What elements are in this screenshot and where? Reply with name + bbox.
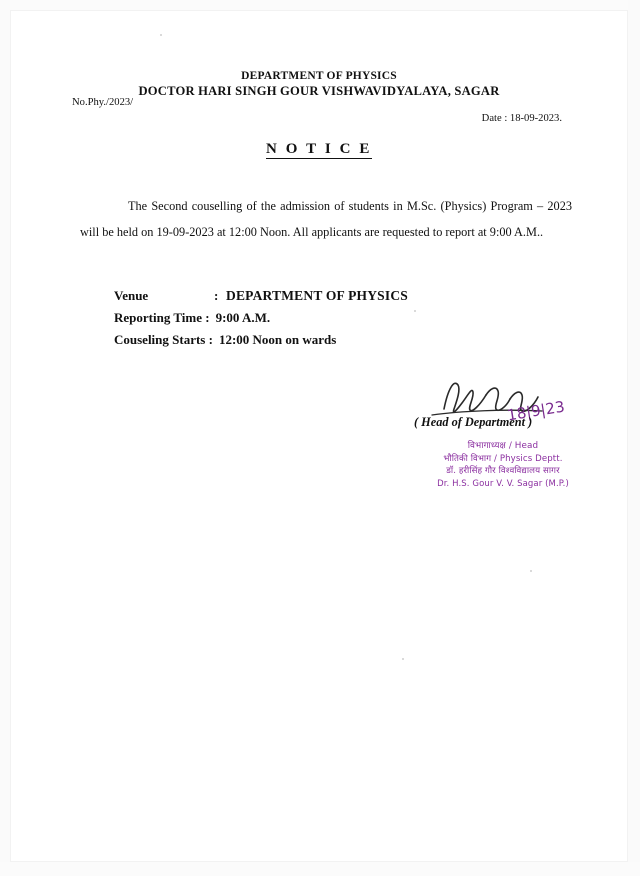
stamp-line-2: भौतिकी विभाग / Physics Deptt. [443,453,563,464]
paper-sheet [10,10,628,862]
scan-edge-right [628,0,640,876]
scan-speck [402,658,404,660]
scan-speck [160,34,162,36]
scan-edge-bottom [0,862,640,876]
stamp-line-4: Dr. H.S. Gour V. V. Sagar (M.P.) [437,478,569,489]
signature-designation: ( Head of Department ) [414,415,533,429]
document-date: Date : 18-09-2023. [481,113,562,124]
counseling-starts-label: Couseling Starts : [114,332,213,347]
reporting-time-value: 9:00 A.M. [215,310,271,325]
detail-row-venue [114,288,408,304]
scan-edge-left [0,0,10,876]
venue-value: DEPARTMENT OF PHYSICS [226,288,408,303]
scan-speck [530,570,532,572]
detail-row-reporting-time [114,310,408,326]
page-title [10,141,628,158]
detail-row-counseling-starts [114,332,408,348]
stamp-line-1: विभागाध्यक्ष / Head [467,441,539,451]
venue-separator: : [214,288,219,303]
letterhead-line-2: DOCTOR HARI SINGH GOUR VISHWAVIDYALAYA, SAGAR [138,84,500,98]
notice-details-block [114,288,408,354]
letterhead-line-1: DEPARTMENT OF PHYSICS [241,70,397,82]
department-stamp [408,440,598,490]
notice-body-paragraph: The Second couselling of the admission of students in M.Sc. (Physics) Program – 2023 will be held on 19-09-2023 at 12:00 Noon. All applicants are requested to report at 9:00 A.M.. [80,199,572,239]
page-title-text: N O T I C E [266,141,372,157]
venue-label: Venue [114,288,149,303]
reference-number: No.Phy./2023/ [72,97,134,108]
handwritten-date: 18|9|23 [505,397,566,425]
reporting-time-label: Reporting Time : [114,310,210,325]
scan-speck [414,310,416,312]
letterhead [10,70,628,99]
stamp-line-3: डॉ. हरीसिंह गौर विश्वविद्यालय सागर [446,466,560,476]
counseling-starts-value: 12:00 Noon on wards [218,332,337,347]
